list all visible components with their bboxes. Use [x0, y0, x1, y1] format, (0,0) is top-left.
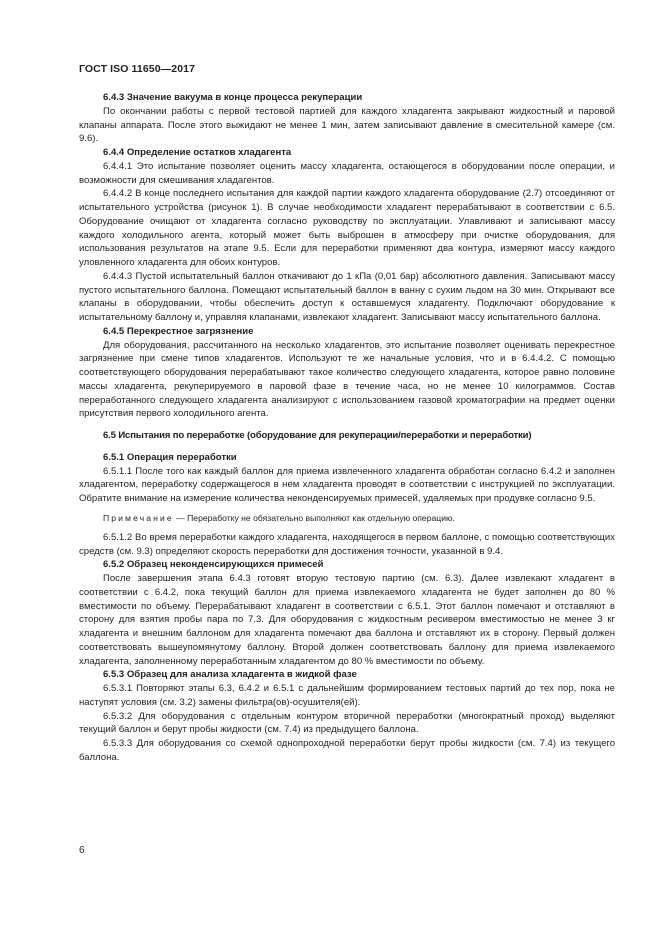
clause-6-4-4-3: 6.4.4.3 Пустой испытательный баллон откачивают до 1 кПа (0,01 бар) абсолютного давления. Записывают массу пустого испытательного баллона. Помещают испытательный баллон в ванну с сухим льдом на 30 мин. Открывают все клапаны в оборудовании, чтобы обеспечить доступ к оставшемуся хладагенту. Подключают оборудование к испытательному баллону и, управляя клапанами, извлекают хладагент. Записывают массу испытательного баллона. [79, 270, 615, 323]
standard-code-header: ГОСТ ISO 11650—2017 [79, 63, 196, 75]
clause-6-5-3-1: 6.5.3.1 Повторяют этапы 6.3, 6.4.2 и 6.5.1 с дальнейшим формированием тестовых партий до тех пор, пока не наступят условия (см. 3.2) замены фильтра(ов)-осушителя(ей). [79, 683, 615, 708]
clause-6-5-3-3: 6.5.3.3 Для оборудования со схемой однопроходной переработки берут пробы жидкости (см. 7.4) из текущего баллона. [79, 738, 615, 763]
section-6-4-3-paragraph: По окончании работы с первой тестовой партией для каждого хладагента закрывают жидкостный и паровой клапаны аппарата. После этого выжидают не менее 1 мин, затем записывают давление в смесительной камере (см. 9.6). [79, 105, 615, 145]
section-6-5-1-title: 6.5.1 Операция переработки [103, 451, 237, 463]
note-text: — Переработку не обязательно выполняют как отдельную операцию. [173, 512, 455, 523]
document-body [79, 91, 615, 765]
page-number: 6 [79, 845, 85, 856]
section-6-4-5-paragraph: Для оборудования, рассчитанного на несколько хладагентов, это испытание позволяет оценивать перекрестное загрязнение при смене типов хладагентов. Используют те же начальные условия, что и в 6.4.4.2. С помощью соответствующего оборудования перерабатывают такое количество следующего хладагента, которое равно половине массы хладагента, рекуперируемого в паровой фазе в течение часа, но не менее 10 килограммов. Состав переработанного следующего хладагента анализируют с использованием газовой хроматографии на предмет оценки присутствия первого холодильного агента. [79, 339, 615, 420]
section-6-4-5-title: 6.4.5 Перекрестное загрязнение [103, 325, 254, 337]
note [79, 512, 615, 524]
clause-6-5-1-1: 6.5.1.1 После того как каждый баллон для приема извлеченного хладагента обработан согласно 6.4.2 и заполнен хладагентом, переработку содержащегося в нем хладагента проводят в соответствии с инструкцией по эксплуатации. Обратите внимание на измерение количества неконденсируемых примесей, удаляемых при продувке согласно 9.5. [79, 465, 615, 504]
clause-6-5-3-2: 6.5.3.2 Для оборудования с отдельным контуром вторичной переработки (многократный проход) выделяют текущий баллон и берут пробы жидкости (см. 7.4) из предыдущего баллона. [79, 710, 615, 736]
section-6-5-3-title: 6.5.3 Образец для анализа хладагента в жидкой фазе [103, 669, 357, 681]
note-label: Примечание [103, 512, 174, 523]
clause-6-5-1-2: 6.5.1.2 Во время переработки каждого хладагента, находящегося в первом баллоне, с помощью соответствующих средств (см. 9.3) определяют скорость переработки для достижения точности, указанной в 9.4. [79, 531, 615, 557]
clause-6-4-4-2: 6.4.4.2 В конце последнего испытания для каждой партии каждого хладагента оборудование (2.7) отсоединяют от испытательного устройства (рисунок 1). В случае необходимости хладагент перерабатывают в соответствии с 6.5. Оборудование очищают от хладагента согласно руководству по эксплуатации. Улавливают и записывают массу каждого холодильного агента, который может быть выброшен в атмосферу при очистке оборудования, для использования результатов на этапе 9.5. Если для переработки применяют два контура, измеряют массу каждого уловленного хладагента для обоих контуров. [79, 188, 615, 268]
section-6-5-title: 6.5 Испытания по переработке (оборудование для рекуперации/переработки и переработки) [103, 430, 532, 441]
section-6-5-2-title: 6.5.2 Образец неконденсирующихся примесей [103, 559, 324, 571]
section-6-4-4-title: 6.4.4 Определение остатков хладагента [103, 147, 292, 158]
clause-6-4-4-1: 6.4.4.1 Это испытание позволяет оценить массу хладагента, остающегося в оборудовании после операции, и возможности для смешивания хладагентов. [79, 160, 615, 186]
section-6-5-2-paragraph: После завершения этапа 6.4.3 готовят вторую тестовую партию (см. 6.3). Далее извлекают хладагент в соответствии с 6.4.2, пока текущий баллон для приема извлекаемого хладагента не будет заполнен до 80 % вместимости по объему. Перерабатывают хладагент в соответствии с 6.5.1. Этот баллон помечают и отставляют в сторону для взятия пробы пара по 7.3. Для оборудования с жидкостным ресивером вместимостью не менее 3 кг хладагента и внешним баллоном для хладагента помечают два баллона и отставляют их в сторону. Первый должен соответствовать вышеупомянутому баллону. Второй должен соответствовать баллону для приема извлекаемого хладагента, заполненному переработанным хладагентом до 80 % вместимости по объему. [79, 573, 615, 667]
section-6-4-3-title: 6.4.3 Значение вакуума в конце процесса рекуперации [103, 92, 363, 103]
